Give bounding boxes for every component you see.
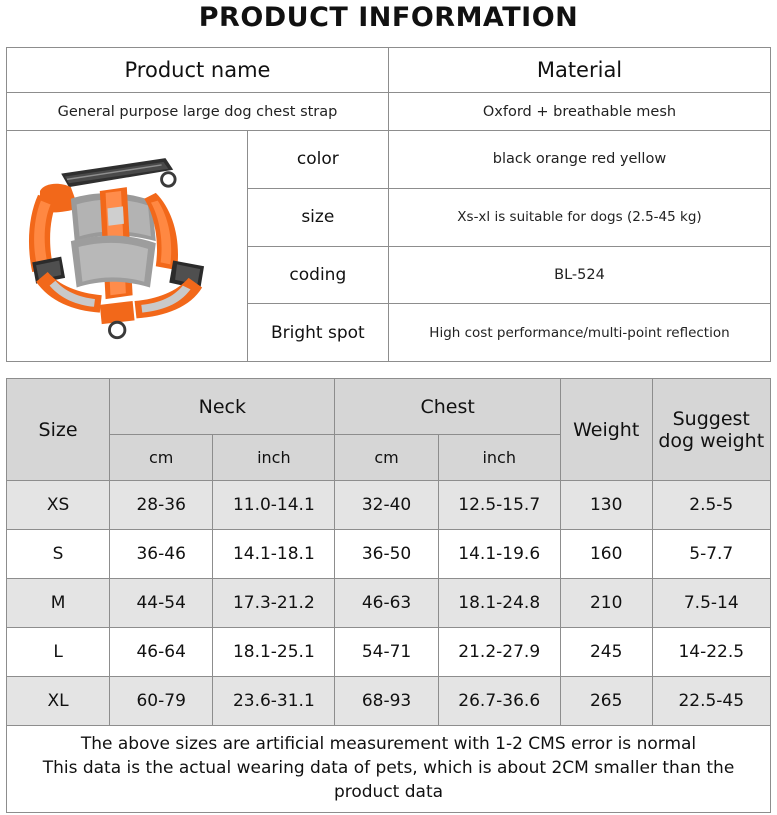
cell-size: M bbox=[7, 579, 110, 628]
cell-size: L bbox=[7, 628, 110, 677]
cell-chest-inch: 21.2-27.9 bbox=[438, 628, 560, 677]
product-name-value: General purpose large dog chest strap bbox=[7, 93, 389, 131]
cell-chest-cm: 54-71 bbox=[335, 628, 438, 677]
measurement-notes bbox=[7, 726, 771, 813]
table-row bbox=[7, 48, 771, 93]
unit-neck-cm: cm bbox=[110, 435, 213, 481]
material-value: Oxford + breathable mesh bbox=[388, 93, 770, 131]
cell-neck-cm: 36-46 bbox=[110, 530, 213, 579]
cell-neck-inch: 18.1-25.1 bbox=[213, 628, 335, 677]
page-title: PRODUCT INFORMATION bbox=[198, 2, 579, 33]
product-image-cell bbox=[7, 131, 248, 362]
size-table-header-row bbox=[7, 379, 771, 435]
table-row bbox=[7, 131, 771, 189]
size-table-note-row bbox=[7, 726, 771, 813]
cell-neck-cm: 44-54 bbox=[110, 579, 213, 628]
coding-label: coding bbox=[247, 246, 388, 304]
cell-chest-cm: 68-93 bbox=[335, 677, 438, 726]
unit-chest-cm: cm bbox=[335, 435, 438, 481]
cell-neck-inch: 14.1-18.1 bbox=[213, 530, 335, 579]
color-value: black orange red yellow bbox=[388, 131, 770, 189]
cell-suggest-kg: 14-22.5 bbox=[652, 628, 770, 677]
header-suggest-dog-weight: Suggest dog weight bbox=[652, 379, 770, 481]
cell-neck-inch: 17.3-21.2 bbox=[213, 579, 335, 628]
cell-chest-inch: 18.1-24.8 bbox=[438, 579, 560, 628]
cell-chest-cm: 36-50 bbox=[335, 530, 438, 579]
product-info-table bbox=[6, 47, 771, 362]
cell-weight-g: 210 bbox=[560, 579, 652, 628]
table-row bbox=[7, 481, 771, 530]
header-neck: Neck bbox=[110, 379, 335, 435]
size-chart-section bbox=[6, 378, 771, 813]
table-row bbox=[7, 93, 771, 131]
cell-neck-inch: 23.6-31.1 bbox=[213, 677, 335, 726]
cell-neck-cm: 46-64 bbox=[110, 628, 213, 677]
header-weight: Weight bbox=[560, 379, 652, 481]
unit-neck-inch: inch bbox=[213, 435, 335, 481]
cell-chest-inch: 12.5-15.7 bbox=[438, 481, 560, 530]
material-header: Material bbox=[388, 48, 770, 93]
cell-neck-cm: 60-79 bbox=[110, 677, 213, 726]
cell-weight-g: 160 bbox=[560, 530, 652, 579]
table-row bbox=[7, 579, 771, 628]
cell-chest-cm: 46-63 bbox=[335, 579, 438, 628]
cell-suggest-kg: 7.5-14 bbox=[652, 579, 770, 628]
cell-suggest-kg: 2.5-5 bbox=[652, 481, 770, 530]
table-row bbox=[7, 677, 771, 726]
product-name-header: Product name bbox=[7, 48, 389, 93]
bright-spot-label: Bright spot bbox=[247, 304, 388, 362]
dog-harness-illustration bbox=[11, 137, 243, 355]
size-value: Xs-xl is suitable for dogs (2.5-45 kg) bbox=[388, 188, 770, 246]
cell-suggest-kg: 22.5-45 bbox=[652, 677, 770, 726]
header-size: Size bbox=[7, 379, 110, 481]
table-row bbox=[7, 628, 771, 677]
cell-chest-inch: 26.7-36.6 bbox=[438, 677, 560, 726]
cell-size: XL bbox=[7, 677, 110, 726]
table-row bbox=[7, 530, 771, 579]
cell-chest-cm: 32-40 bbox=[335, 481, 438, 530]
unit-chest-inch: inch bbox=[438, 435, 560, 481]
bright-spot-value: High cost performance/multi-point reflection bbox=[388, 304, 770, 362]
cell-neck-cm: 28-36 bbox=[110, 481, 213, 530]
cell-size: XS bbox=[7, 481, 110, 530]
cell-weight-g: 130 bbox=[560, 481, 652, 530]
size-chart-table bbox=[6, 378, 771, 813]
coding-value: BL-524 bbox=[388, 246, 770, 304]
cell-chest-inch: 14.1-19.6 bbox=[438, 530, 560, 579]
cell-weight-g: 245 bbox=[560, 628, 652, 677]
note-line-1: The above sizes are artificial measurement with 1-2 CMS error is normal bbox=[80, 734, 697, 754]
cell-weight-g: 265 bbox=[560, 677, 652, 726]
note-line-2: This data is the actual wearing data of pets, which is about 2CM smaller than the product data bbox=[42, 758, 735, 803]
cell-neck-inch: 11.0-14.1 bbox=[213, 481, 335, 530]
cell-size: S bbox=[7, 530, 110, 579]
header-chest: Chest bbox=[335, 379, 560, 435]
color-label: color bbox=[247, 131, 388, 189]
cell-suggest-kg: 5-7.7 bbox=[652, 530, 770, 579]
size-label: size bbox=[247, 188, 388, 246]
